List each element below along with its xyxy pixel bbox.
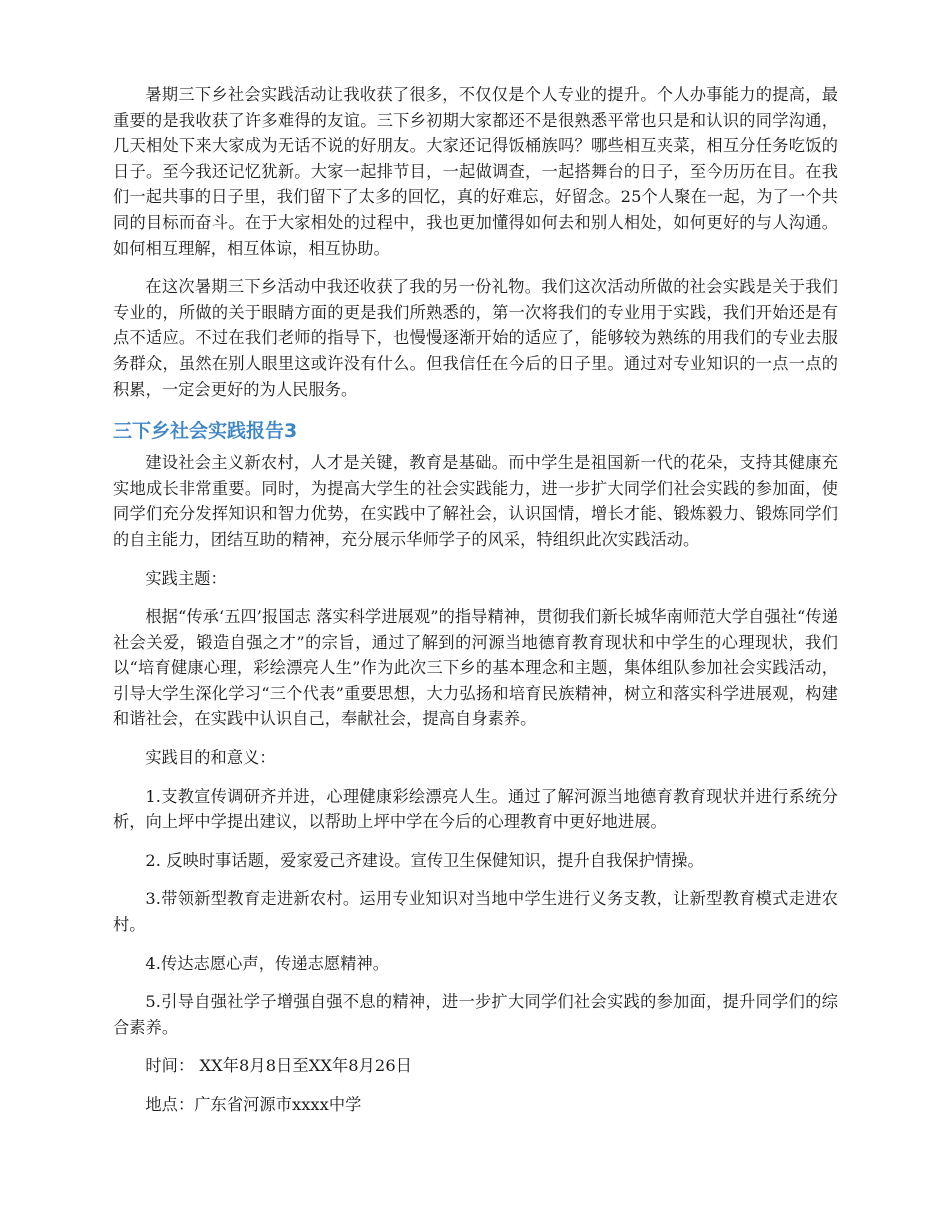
purpose-item-3: 3.带领新型教育走进新农村。运用专业知识对当地中学生进行义务支教，让新型教育模式走进农村。 — [113, 889, 838, 935]
purpose-item-5: 5.引导自强社学子增强自强不息的精神，进一步扩大同学们社会实践的参加面，提升同学们的综合素养。 — [113, 992, 838, 1037]
paragraph-theme: 根据“传承‘五四’报国志 落实科学进展观”的指导精神，贯彻我们新长城华南师范大学自强社“传递社会关爱，锻造自强之才”的宗旨，通过了解到的河源当地德育教育现状和中学生的心理现状，我们以“培育健康心理，彩绘漂亮人生”作为此次三下乡的基本理念和主题，集体组队参加社会实践活动，引导大学生深化学习“三个代表”重要思想，大力弘扬和培育民族精神，树立和落实科学进展观，构建和谐社会，在实践中认识自己，奉献社会，提高自身素养。 — [113, 607, 838, 729]
label-practice-theme: 实践主题： — [145, 568, 227, 588]
label-purpose: 实践目的和意义： — [145, 748, 276, 768]
paragraph-professional-gift: 在这次暑期三下乡活动中我还收获了我的另一份礼物。我们这次活动所做的社会实践是关于我们专业的，所做的关于眼睛方面的更是我们所熟悉的，第一次将我们的专业用于实践，我们开始还是有点不适应。不过在我们老师的指导下，也慢慢逐渐开始的适应了，能够较为熟练的用我们的专业去服务群众，虽然在别人眼里这或许没有什么。但我信任在今后的日子里。通过对专业知识的一点一点的积累，一定会更好的为人民服务。 — [113, 277, 838, 399]
paragraph-intro: 建设社会主义新农村，人才是关键，教育是基础。而中学生是祖国新一代的花朵，支持其健康充实地成长非常重要。同时，为提高大学生的社会实践能力，进一步扩大同学们社会实践的参加面，使同学们充分发挥知识和智力优势，在实践中了解社会，认识国情，增长才能、锻炼毅力、锻炼同学们的自主能力，团结互助的精神，充分展示华师学子的风采，特组织此次实践活动。 — [113, 453, 838, 549]
purpose-item-2: 2. 反映时事话题，爱家爱己齐建设。宣传卫生保健知识，提升自我保护情操。 — [145, 850, 704, 870]
purpose-item-1: 1.支教宣传调研齐并进，心理健康彩绘漂亮人生。通过了解河源当地德育教育现状并进行系统分析，向上坪中学提出建议，以帮助上坪中学在今后的心理教育中更好地进展。 — [113, 786, 838, 832]
paragraph-friendship: 暑期三下乡社会实践活动让我收获了很多，不仅仅是个人专业的提升。个人办事能力的提高，最重要的是我收获了许多难得的友谊。三下乡初期大家都还不是很熟悉平常也只是和认识的同学沟通，几天相处下来大家成为无话不说的好朋友。大家还记得饭桶族吗？哪些相互夹菜，相互分任务吃饭的日子。至今我还记忆犹新。大家一起排节目，一起做调查，一起搭舞台的日子，至今历历在目。在我们一起共事的日子里，我们留下了太多的回忆，真的好难忘，好留念。25个人聚在一起，为了一个共同的目标而奋斗。在于大家相处的过程中，我也更加懂得如何去和别人相处，如何更好的与人沟通。如何相互理解，相互体谅，相互协助。 — [113, 85, 838, 258]
purpose-item-4: 4.传达志愿心声，传递志愿精神。 — [145, 953, 390, 973]
location-line: 地点：广东省河源市xxxx中学 — [145, 1095, 362, 1114]
time-line: 时间： XX年8月8日至XX年8月26日 — [145, 1056, 413, 1076]
document-page — [113, 82, 838, 1131]
section-heading: 三下乡社会实践报告3 — [113, 420, 298, 443]
